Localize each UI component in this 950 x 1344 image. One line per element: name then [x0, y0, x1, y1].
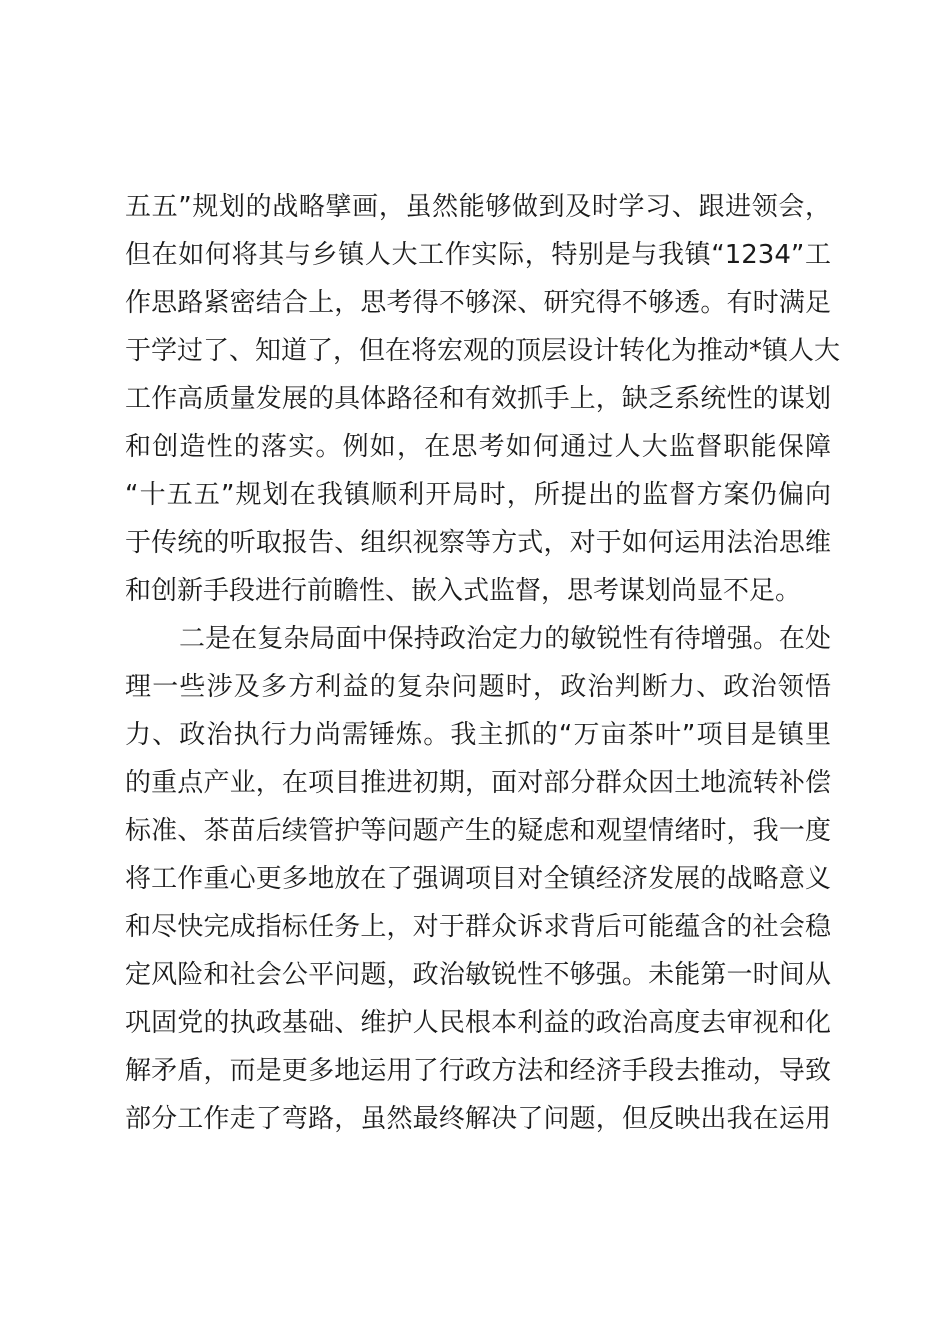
- text-line: 标准、茶苗后续管护等问题产生的疑虑和观望情绪时，我一度: [125, 816, 831, 846]
- paragraph-start-line: 二是在复杂局面中保持政治定力的敏锐性有待增强。在处: [179, 624, 831, 654]
- text-line: 力、政治执行力尚需锤炼。我主抓的“万亩茶叶”项目是镇里: [125, 720, 831, 750]
- text-line: 巩固党的执政基础、维护人民根本利益的政治高度去审视和化: [125, 1008, 831, 1038]
- text-line: 工作高质量发展的具体路径和有效抓手上，缺乏系统性的谋划: [125, 384, 831, 414]
- text-line: 五五”规划的战略擘画，虽然能够做到及时学习、跟进领会，: [125, 192, 831, 222]
- text-line: “十五五”规划在我镇顺利开局时，所提出的监督方案仍偏向: [125, 480, 831, 510]
- text-line: 作思路紧密结合上，思考得不够深、研究得不够透。有时满足: [125, 288, 831, 318]
- text-line: 理一些涉及多方利益的复杂问题时，政治判断力、政治领悟: [125, 672, 831, 702]
- text-line: 于传统的听取报告、组织视察等方式，对于如何运用法治思维: [125, 528, 831, 558]
- text-line: 定风险和社会公平问题，政治敏锐性不够强。未能第一时间从: [125, 960, 831, 990]
- text-line: 和尽快完成指标任务上，对于群众诉求背后可能蕴含的社会稳: [125, 912, 831, 942]
- text-line: 解矛盾，而是更多地运用了行政方法和经济手段去推动，导致: [125, 1056, 831, 1086]
- text-line: 和创造性的落实。例如，在思考如何通过人大监督职能保障: [125, 432, 831, 462]
- text-line: 但在如何将其与乡镇人大工作实际，特别是与我镇“1234”工: [125, 240, 831, 270]
- body-text: [125, 185, 841, 1145]
- text-line: 部分工作走了弯路，虽然最终解决了问题，但反映出我在运用: [125, 1104, 831, 1134]
- text-line: 的重点产业，在项目推进初期，面对部分群众因土地流转补偿: [125, 768, 831, 798]
- text-line: 将工作重心更多地放在了强调项目对全镇经济发展的战略意义: [125, 864, 831, 894]
- text-line: 于学过了、知道了，但在将宏观的顶层设计转化为推动*镇人大: [125, 336, 841, 366]
- text-line: 和创新手段进行前瞻性、嵌入式监督，思考谋划尚显不足。: [125, 576, 802, 606]
